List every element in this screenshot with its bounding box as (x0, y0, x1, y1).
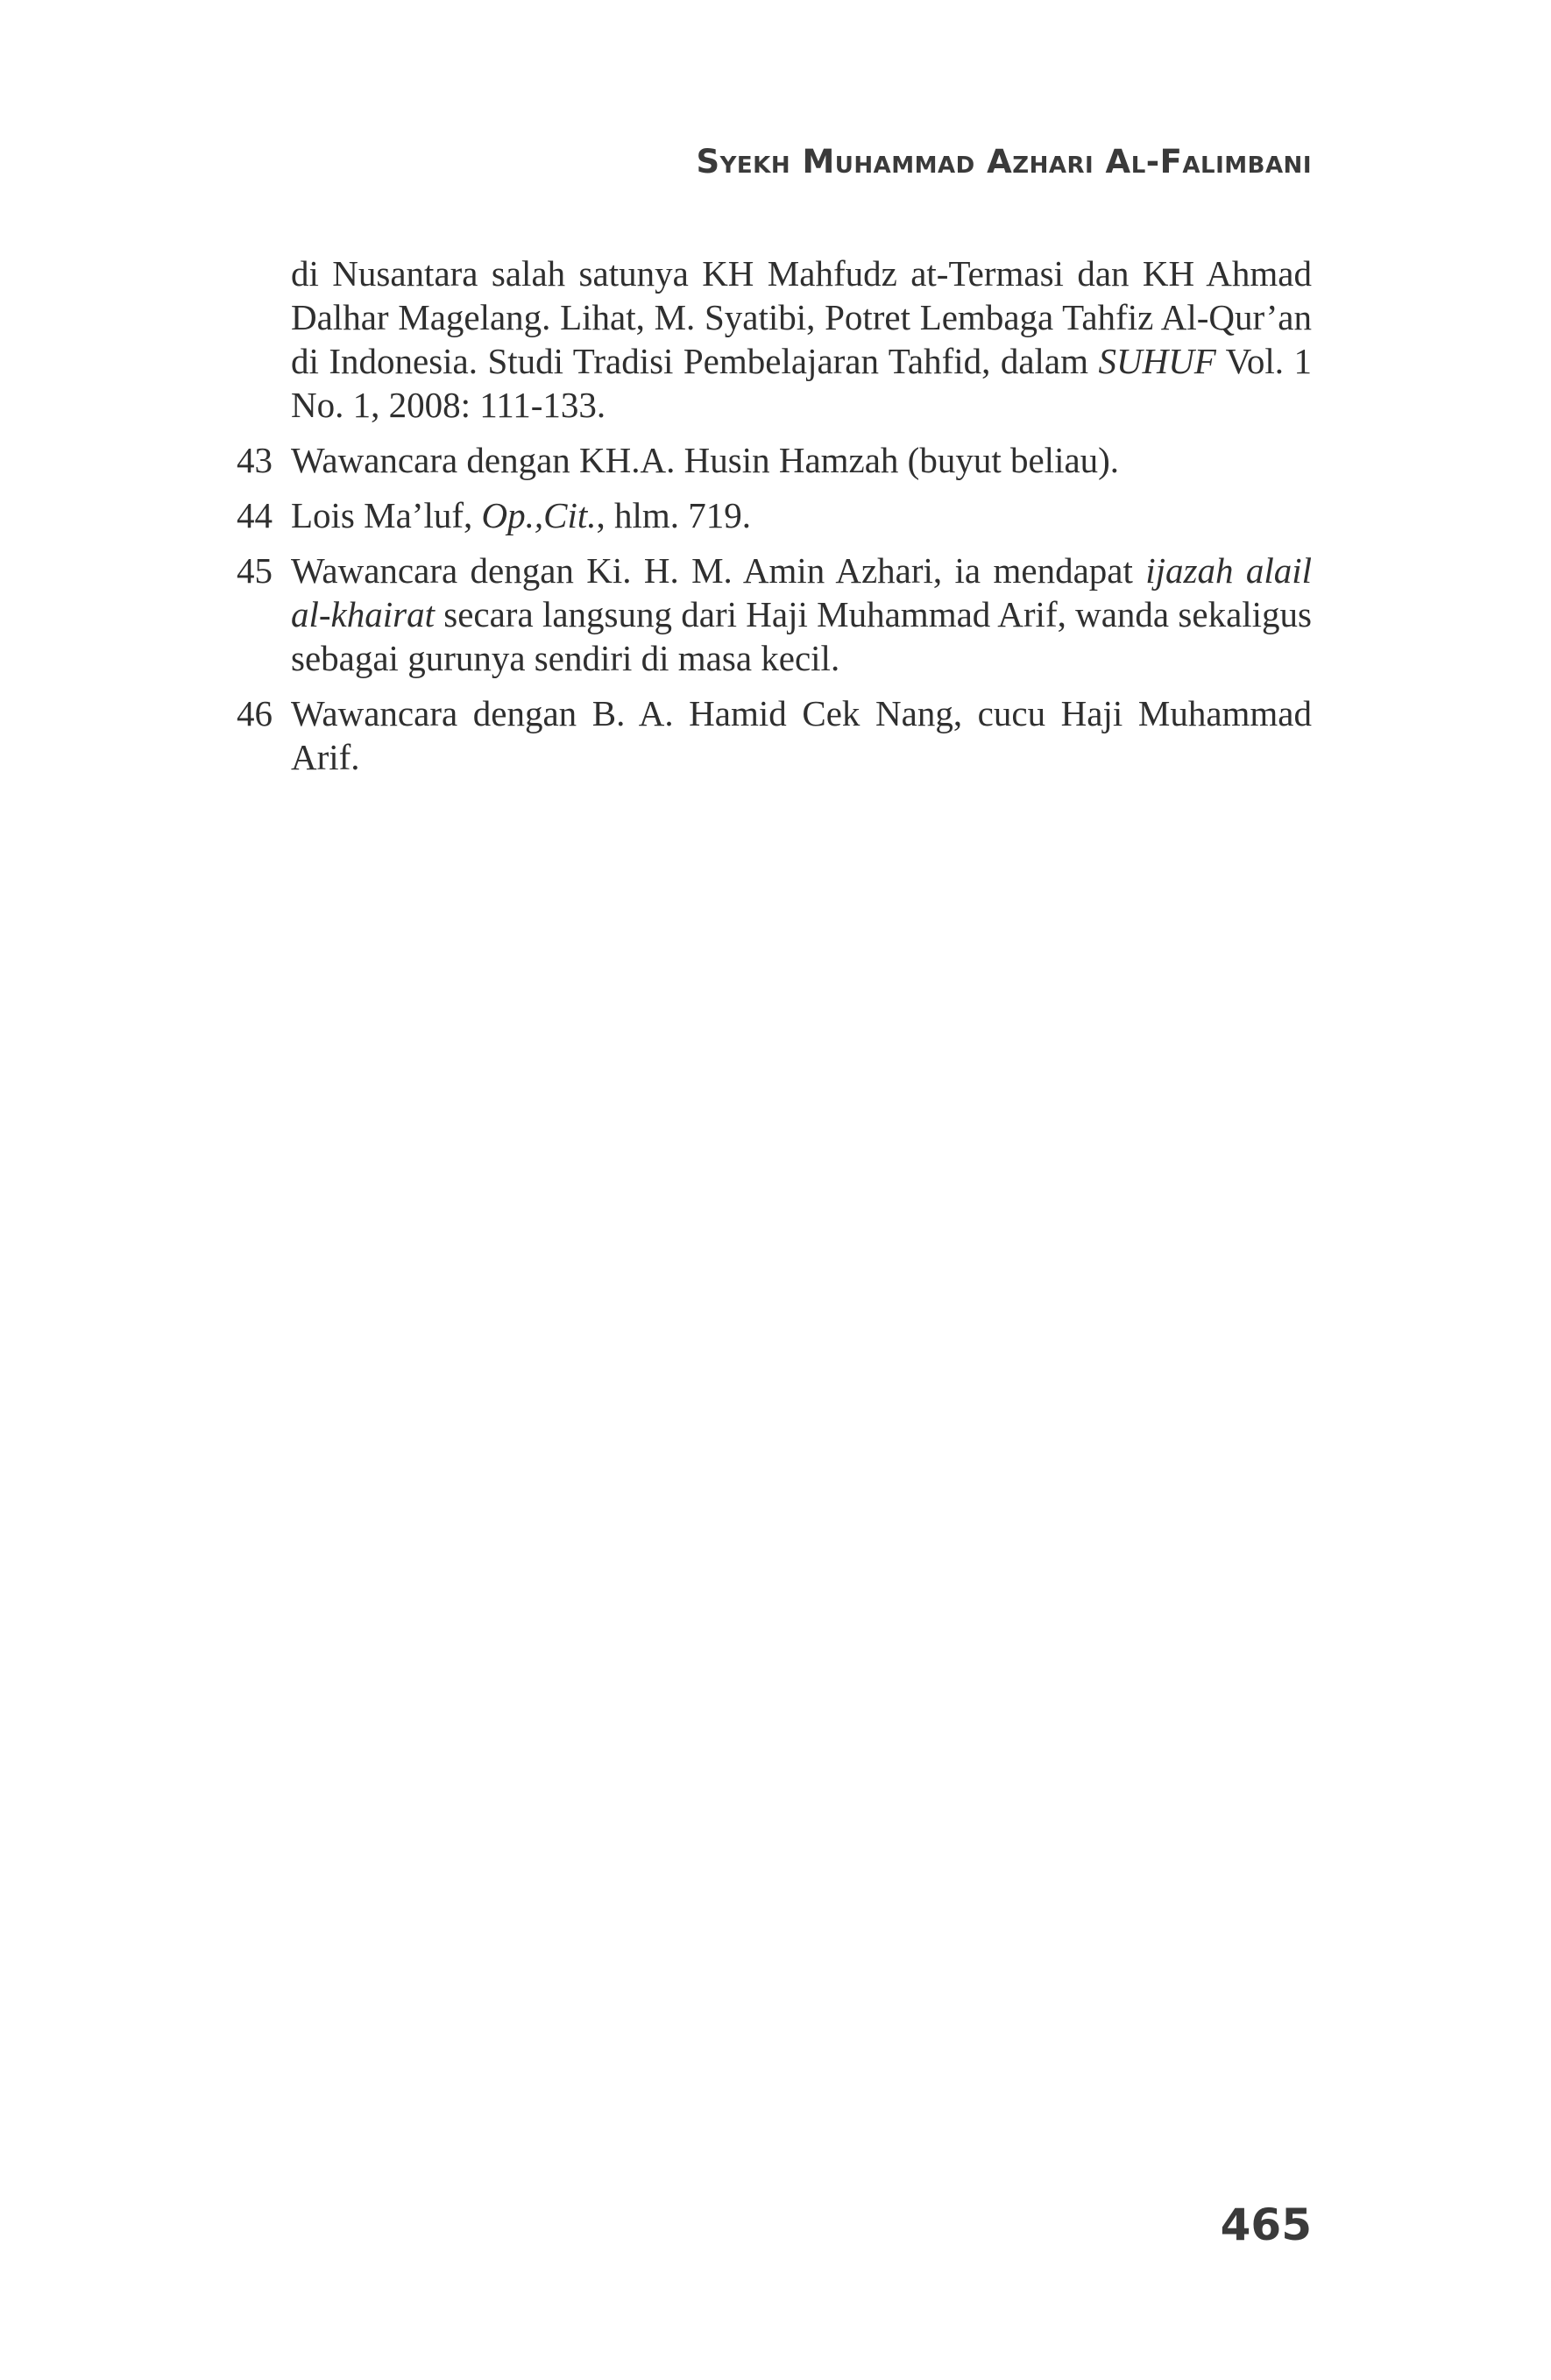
journal-title: SUHUF (1098, 341, 1216, 381)
footnote-text (291, 251, 1312, 427)
footnote-text-part: Wawancara dengan Ki. H. M. Amin Azhari, ia mendapat (291, 550, 1146, 591)
footnote-text: Wawancara dengan KH.A. Husin Hamzah (buyut beliau). (291, 440, 1120, 480)
footnote-text (291, 549, 1312, 680)
footnote-text: Wawancara dengan B. A. Hamid Cek Nang, cucu Haji Muhammad Arif. (291, 693, 1312, 777)
footnote-43 (237, 438, 1312, 482)
citation-abbreviation: Op.,Cit. (481, 495, 597, 535)
page-number: 465 (1220, 2199, 1312, 2250)
footnote-text-part: Vol. 1 No. 1, 2008: 111-133. (291, 341, 1312, 425)
footnote-number: 45 (237, 550, 273, 591)
footnote-number: 43 (237, 440, 273, 480)
footnote-text-part: , hlm. 719. (596, 495, 752, 535)
footnote-45 (237, 549, 1312, 680)
footnotes-list (237, 251, 1312, 790)
footnote-text-part: di Nusantara salah satunya KH Mahfudz at-Termasi dan KH Ahmad Dalhar Magelang. Lihat, M. Syatibi, Potret Lembaga Tahfiz Al-Qur’an di Indonesia. Studi Tradisi Pembelajaran Tahfid, dalam (291, 253, 1312, 381)
footnote-continuation (237, 251, 1312, 427)
footnote-text (291, 493, 1312, 537)
footnote-text-part: secara langsung dari Haji Muhammad Arif, wanda sekaligus sebagai gurunya sendiri di masa kecil. (291, 594, 1312, 678)
footnote-text-part: Lois Ma’luf, (291, 495, 482, 535)
footnote-number: 44 (237, 495, 273, 535)
footnote-number: 46 (237, 693, 273, 733)
footnote-46 (237, 691, 1312, 779)
italic-term: ijazah alail al-khairat (291, 550, 1312, 634)
running-head: Syekh Muhammad Azhari Al-Falimbani (696, 143, 1312, 181)
footnote-44 (237, 493, 1312, 537)
